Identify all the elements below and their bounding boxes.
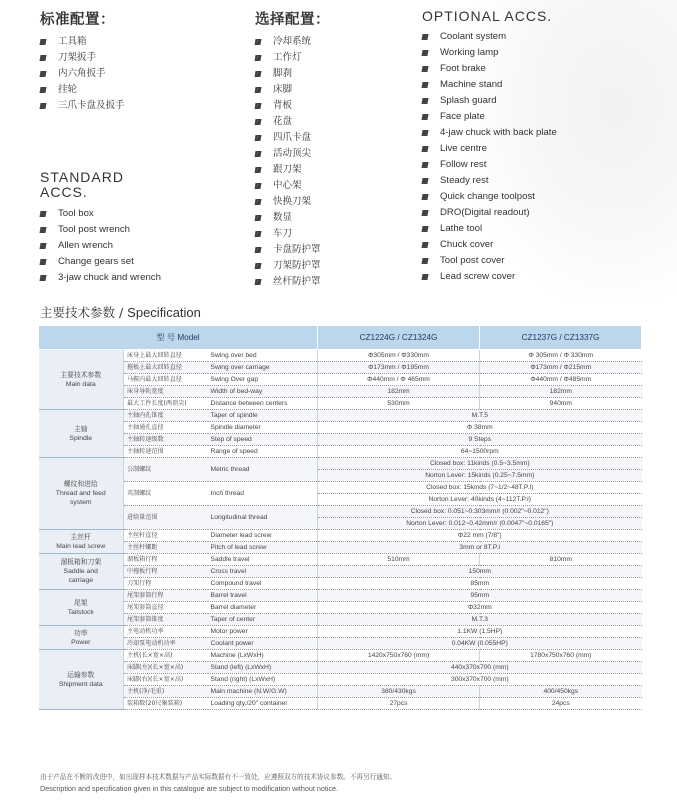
standard-list-cn <box>40 34 125 114</box>
square-bullet-icon <box>39 103 46 109</box>
square-bullet-icon <box>254 103 261 109</box>
list-item: Follow rest <box>422 157 557 173</box>
table-row: 英制螺纹 Inch thread Closed box: 15kinds (7~1/2~48T.P.I) <box>39 482 642 494</box>
group-lead-screw: 主丝杆 Main lead screw <box>39 530 124 554</box>
square-bullet-icon <box>254 119 261 125</box>
square-bullet-icon <box>421 274 428 280</box>
table-row: 主轴转速级数 Step of speed 9 Steps <box>39 434 642 446</box>
list-item: 刀架防护罩 <box>255 258 330 274</box>
list-item: Change gears set <box>40 254 161 270</box>
square-bullet-icon <box>254 39 261 45</box>
table-row: 床身导轨宽度 Width of bed-way 182mm 182mm <box>39 386 642 398</box>
square-bullet-icon <box>421 258 428 264</box>
square-bullet-icon <box>421 178 428 184</box>
table-row: 主丝杆螺距 Pitch of lead screw 3mm or 8T.P.I <box>39 542 642 554</box>
square-bullet-icon <box>421 130 428 136</box>
table-row: 装箱数(20尺集装箱) Loading qty./20" container 27pcs 24pcs <box>39 698 642 710</box>
model-header: 型 号 Model <box>39 326 318 350</box>
list-item: Lathe tool <box>422 221 557 237</box>
list-item: 工具箱 <box>40 34 125 50</box>
square-bullet-icon <box>421 162 428 168</box>
square-bullet-icon <box>421 50 428 56</box>
model-col2-header: CZ1237G / CZ1337G <box>480 326 642 350</box>
group-main-data: 主要技术参数 Main data <box>39 350 124 410</box>
list-item: 卡盘防护罩 <box>255 242 330 258</box>
square-bullet-icon <box>421 114 428 120</box>
footnote-en: Description and specification given in this catalogue are subject to modification without notice. <box>40 784 339 793</box>
list-item: 跟刀架 <box>255 162 330 178</box>
table-row: Norton Lever: 40kinds (4~112T.P.I) <box>39 494 642 506</box>
group-shipment: 运输参数 Shipment data <box>39 650 124 710</box>
table-row: 床脚(右)(长×宽×高) Stand (right) (LxWxH) 300x370x700 (mm) <box>39 674 642 686</box>
square-bullet-icon <box>39 259 46 265</box>
square-bullet-icon <box>254 71 261 77</box>
list-item: 活动顶尖 <box>255 146 330 162</box>
list-item: 四爪卡盘 <box>255 130 330 146</box>
list-item: Splash guard <box>422 93 557 109</box>
list-item: Machine stand <box>422 77 557 93</box>
group-power: 功率 Power <box>39 626 124 650</box>
square-bullet-icon <box>254 135 261 141</box>
list-item: 工作灯 <box>255 50 330 66</box>
square-bullet-icon <box>254 199 261 205</box>
footnote <box>40 771 396 795</box>
list-item: 4-jaw chuck with back plate <box>422 125 557 141</box>
square-bullet-icon <box>254 263 261 269</box>
table-row: 床脚(左)(长×宽×高) Stand (left) (LxWxH) 440x370x700 (mm) <box>39 662 642 674</box>
group-saddle-carriage: 溜板箱和刀架 Saddle and carriage <box>39 554 124 590</box>
square-bullet-icon <box>421 98 428 104</box>
table-row: 刀架行程 Compound travel 85mm <box>39 578 642 590</box>
square-bullet-icon <box>39 275 46 281</box>
table-row: 尾架套筒锥度 Taper of center M.T.3 <box>39 614 642 626</box>
list-item: Tool post cover <box>422 253 557 269</box>
square-bullet-icon <box>254 151 261 157</box>
square-bullet-icon <box>421 82 428 88</box>
standard-accessories-cn <box>40 8 125 114</box>
table-header-row <box>39 326 642 350</box>
optional-list-en <box>422 29 557 285</box>
square-bullet-icon <box>254 247 261 253</box>
table-row: Norton Lever: 15kinds (0.25~7.5mm) <box>39 470 642 482</box>
square-bullet-icon <box>421 194 428 200</box>
table-row: 主轴通孔直径 Spindle diameter Φ 38mm <box>39 422 642 434</box>
table-row: 主要技术参数 Main data 床身上最大回转直径 Swing over bed Φ305mm / Φ330mm Φ 305mm / Φ 330mm <box>39 350 642 362</box>
list-item: 数显 <box>255 210 330 226</box>
table-row: 尾架 Tailstock 尾架套筒行程 Barrel travel 95mm <box>39 590 642 602</box>
square-bullet-icon <box>39 71 46 77</box>
list-item: Tool post wrench <box>40 222 161 238</box>
group-spindle: 主轴 Spindle <box>39 410 124 458</box>
standard-accessories-en <box>40 170 161 286</box>
list-item: Coolant system <box>422 29 557 45</box>
list-item: Lead screw cover <box>422 269 557 285</box>
square-bullet-icon <box>39 211 46 217</box>
table-row: 尾架套筒直径 Barrel diameter Φ32mm <box>39 602 642 614</box>
optional-accessories-en <box>422 8 557 285</box>
list-item: 冷却系统 <box>255 34 330 50</box>
square-bullet-icon <box>421 146 428 152</box>
square-bullet-icon <box>421 226 428 232</box>
table-row: 主机(净/毛重) Main machine (N.W/G.W) 380/430kgs 400/450kgs <box>39 686 642 698</box>
table-row: 运输参数 Shipment data 主机(长×宽×高) Machine (LxWxH) 1420x750x760 (mm) 1780x750x760 (mm) <box>39 650 642 662</box>
footnote-cn: 由于产品在不断的改进中，如出现样本技术数据与产品实际数据有不一致处，应遵照双方的技术协议参数。不再另行通知。 <box>40 773 397 781</box>
table-row: 溜板箱和刀架 Saddle and carriage 溜板箱行程 Saddle travel 510mm 810mm <box>39 554 642 566</box>
table-row: 拖板上最大回转直径 Swing over carriage Φ173mm / Φ195mm Φ173mm / Φ215mm <box>39 362 642 374</box>
list-item: 床脚 <box>255 82 330 98</box>
table-row: 主轴 Spindle 主轴内孔锥度 Taper of spindle M.T.5 <box>39 410 642 422</box>
list-item: 三爪卡盘及扳手 <box>40 98 125 114</box>
list-item: Live centre <box>422 141 557 157</box>
group-thread-feed: 螺纹和进给 Thread and feed system <box>39 458 124 530</box>
square-bullet-icon <box>421 34 428 40</box>
square-bullet-icon <box>39 55 46 61</box>
square-bullet-icon <box>254 231 261 237</box>
list-item: 挂轮 <box>40 82 125 98</box>
specification-title: 主要技术参数 / Specification <box>40 305 201 320</box>
list-item: 车刀 <box>255 226 330 242</box>
list-item: Chuck cover <box>422 237 557 253</box>
table-row: Norton Lever: 0.012~0.42mm/r (0.0047"~0.0165") <box>39 518 642 530</box>
square-bullet-icon <box>254 215 261 221</box>
table-row: 马鞍内最大回转直径 Swing Over gap Φ440mm / Φ 465mm Φ440mm / Φ485mm <box>39 374 642 386</box>
list-item: 脚刹 <box>255 66 330 82</box>
square-bullet-icon <box>421 66 428 72</box>
list-item: 刀架扳手 <box>40 50 125 66</box>
table-row: 螺纹和进给 Thread and feed system 公制螺纹 Metric thread Closed box: 11kinds (0.5~3.5mm) <box>39 458 642 470</box>
table-row: 冷却泵电动机功率 Coolant power 0.04KW (0.055HP) <box>39 638 642 650</box>
standard-list-en <box>40 206 161 286</box>
specification-table <box>38 325 642 710</box>
optional-accessories-cn <box>255 8 330 290</box>
table-row: 最大工件长度(两顶尖) Distance between centers 530mm 940mm <box>39 398 642 410</box>
table-row: 主轴转速范围 Range of speed 64~1500rpm <box>39 446 642 458</box>
list-item: Steady rest <box>422 173 557 189</box>
list-item: 内六角扳手 <box>40 66 125 82</box>
optional-title-en: OPTIONAL ACCS. <box>422 8 553 24</box>
group-tailstock: 尾架 Tailstock <box>39 590 124 626</box>
list-item: Allen wrench <box>40 238 161 254</box>
list-item: 快换刀架 <box>255 194 330 210</box>
table-row: 进给量范围 Longitudinal thread Closed box: 0.051~0.303mm/r (0.002"~0.012") <box>39 506 642 518</box>
list-item: 3-jaw chuck and wrench <box>40 270 161 286</box>
table-row: 中拖板行程 Cross travel 150mm <box>39 566 642 578</box>
square-bullet-icon <box>254 279 261 285</box>
square-bullet-icon <box>254 87 261 93</box>
list-item: 花盘 <box>255 114 330 130</box>
square-bullet-icon <box>39 39 46 45</box>
optional-list-cn <box>255 34 330 290</box>
square-bullet-icon <box>421 210 428 216</box>
list-item: Foot brake <box>422 61 557 77</box>
list-item: 中心架 <box>255 178 330 194</box>
standard-title-en: STANDARD ACCS. <box>40 169 124 200</box>
square-bullet-icon <box>254 55 261 61</box>
table-row: 主丝杆 Main lead screw 主丝杆直径 Diameter lead screw Φ22 mm (7/8") <box>39 530 642 542</box>
square-bullet-icon <box>39 243 46 249</box>
list-item: Quick change toolpost <box>422 189 557 205</box>
model-col1-header: CZ1224G / CZ1324G <box>318 326 480 350</box>
list-item: Face plate <box>422 109 557 125</box>
list-item: Working lamp <box>422 45 557 61</box>
list-item: DRO(Digital readout) <box>422 205 557 221</box>
square-bullet-icon <box>254 167 261 173</box>
list-item: 丝杆防护罩 <box>255 274 330 290</box>
square-bullet-icon <box>254 183 261 189</box>
standard-title-cn: 标准配置： <box>40 12 115 28</box>
square-bullet-icon <box>39 87 46 93</box>
table-row: 功率 Power 主电动机功率 Motor power 1.1KW (1.5HP) <box>39 626 642 638</box>
list-item: Tool box <box>40 206 161 222</box>
list-item: 背板 <box>255 98 330 114</box>
square-bullet-icon <box>39 227 46 233</box>
optional-title-cn: 选择配置： <box>255 12 330 28</box>
square-bullet-icon <box>421 242 428 248</box>
